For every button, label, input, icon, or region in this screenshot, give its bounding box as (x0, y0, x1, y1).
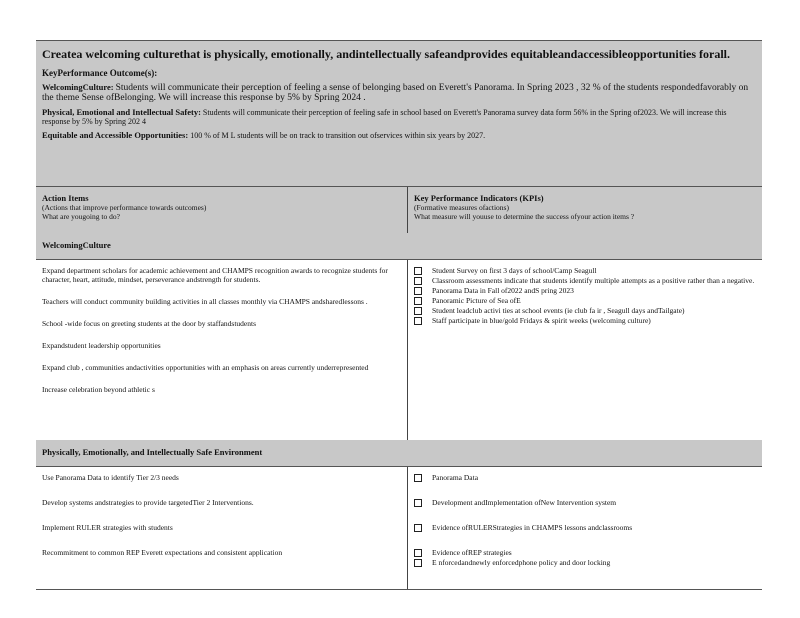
action-item: Increase celebration beyond athletic s (42, 385, 155, 394)
welcoming-actions (36, 260, 408, 440)
kpi-text: Classroom assessments indicate that students identify multiple attempts as a positive rather than a negative. (432, 276, 755, 285)
action-items-sub2: What are yougoing to do? (42, 212, 120, 221)
section-welcoming-culture-title: WelcomingCulture (36, 233, 762, 259)
checkbox-bullet-icon (414, 559, 422, 567)
action-item: Use Panorama Data to identify Tier 2/3 needs (42, 473, 179, 482)
kpi-item (414, 306, 756, 315)
action-item: Expand department scholars for academic achievement and CHAMPS recognition awards to recognize students for character, heart, attitude, mindset, perseverance andstrength for students. (42, 266, 388, 284)
section-welcoming-culture-body (36, 259, 762, 440)
welcoming-kpis (408, 260, 762, 440)
kpi-text: Panorama Data in Fall of2022 andS pring 2023 (432, 286, 574, 295)
checkbox-bullet-icon (414, 524, 422, 532)
kpi-item (414, 473, 756, 482)
section-safe-environment-body (36, 466, 762, 590)
kpi-sub1: (Formative measures ofactions) (414, 203, 509, 212)
welcoming-culture-outcome (42, 83, 756, 103)
action-item: Develop systems andstrategies to provide targetedTier 2 Interventions. (42, 498, 254, 507)
kpi-text: Panorama Data (432, 473, 479, 482)
kpi-item (414, 548, 756, 557)
action-items-title: Action Items (42, 193, 89, 203)
equitable-label: Equitable and Accessible Opportunities: (42, 130, 189, 140)
equitable-outcome (42, 131, 756, 140)
kpi-item (414, 558, 756, 567)
safe-kpis (408, 467, 762, 589)
kpi-text: Panoramic Picture of Sea ofE (432, 296, 521, 305)
action-item: Expandstudent leadership opportunities (42, 341, 161, 350)
checkbox-bullet-icon (414, 307, 422, 315)
action-item: School -wide focus on greeting students at the door by staffandstudents (42, 319, 256, 328)
physical-safety-outcome (42, 108, 756, 126)
key-performance-outcomes-label: KeyPerformance Outcome(s): (42, 68, 158, 78)
kpi-text: Evidence ofREP strategies (432, 548, 512, 557)
checkbox-bullet-icon (414, 267, 422, 275)
improvement-plan-table (36, 40, 762, 590)
action-item: Implement RULER strategies with students (42, 523, 173, 532)
action-item: Teachers will conduct community building activities in all classes monthly via CHAMPS andsharedlessons . (42, 297, 368, 306)
equitable-text: 100 % of M L students will be on track to transition out ofservices within six years by 2027. (190, 131, 486, 140)
kpi-text: Development andImplementation ofNew Intervention system (432, 498, 617, 507)
goal-statement: Createa welcoming culturethat is physically, emotionally, andintellectually safeandprovides equitableandaccessibleopportunities forall. (42, 47, 731, 61)
kpi-item (414, 276, 756, 285)
kpi-text: Staff participate in blue/gold Fridays & spirit weeks (welcoming culture) (432, 316, 651, 325)
action-items-sub1: (Actions that improve performance towards outcomes) (42, 203, 207, 212)
physical-safety-label: Physical, Emotional and Intellectual Safety: (42, 107, 201, 117)
goal-header (36, 40, 762, 186)
checkbox-bullet-icon (414, 277, 422, 285)
safe-actions (36, 467, 408, 589)
kpi-item (414, 266, 756, 275)
kpi-item (414, 286, 756, 295)
checkbox-bullet-icon (414, 499, 422, 507)
kpi-item (414, 296, 756, 305)
kpi-text: Student leadclub activi ties at school events (ie club fa ir , Seagull days andTailgate) (432, 306, 685, 315)
column-headers (36, 186, 762, 233)
section-safe-environment-title: Physically, Emotionally, and Intellectually Safe Environment (36, 440, 762, 466)
kpi-item (414, 316, 756, 325)
checkbox-bullet-icon (414, 297, 422, 305)
checkbox-bullet-icon (414, 317, 422, 325)
kpi-text: Student Survey on first 3 days of school/Camp Seagull (432, 266, 597, 275)
welcoming-culture-text: Students will communicate their perception of feeling a sense of belonging based on Everett's Panorama. In Spring 2023 , 32 % of the students respondedfavorably on the theme Sense ofBelonging. We will increase this response by 5% by Spring 2024 . (42, 83, 749, 103)
kpi-text: E nforcedandnewly enforcedphone policy and door locking (432, 558, 611, 567)
welcoming-culture-label: WelcomingCulture: (42, 82, 114, 92)
checkbox-bullet-icon (414, 474, 422, 482)
action-item: Recommitment to common REP Everett expectations and consistent application (42, 548, 283, 557)
action-item: Expand club , communities andactivities opportunities with an emphasis on areas currently underrepresented (42, 363, 369, 372)
kpi-item (414, 498, 756, 507)
kpi-sub2: What measure will youuse to determine the success ofyour action items ? (414, 212, 635, 221)
kpi-header (408, 187, 762, 233)
action-items-header (36, 187, 408, 233)
physical-safety-text: Students will communicate their perception of feeling safe in school based on Everett's Panorama survey data form 56% in the Spring of2023. We will increase this response by 5% by Spring 202 4 (42, 108, 727, 126)
kpi-item (414, 523, 756, 532)
checkbox-bullet-icon (414, 549, 422, 557)
kpi-title: Key Performance Indicators (KPIs) (414, 193, 544, 203)
checkbox-bullet-icon (414, 287, 422, 295)
kpi-text: Evidence ofRULERStrategies in CHAMPS lessons andclassrooms (432, 523, 633, 532)
